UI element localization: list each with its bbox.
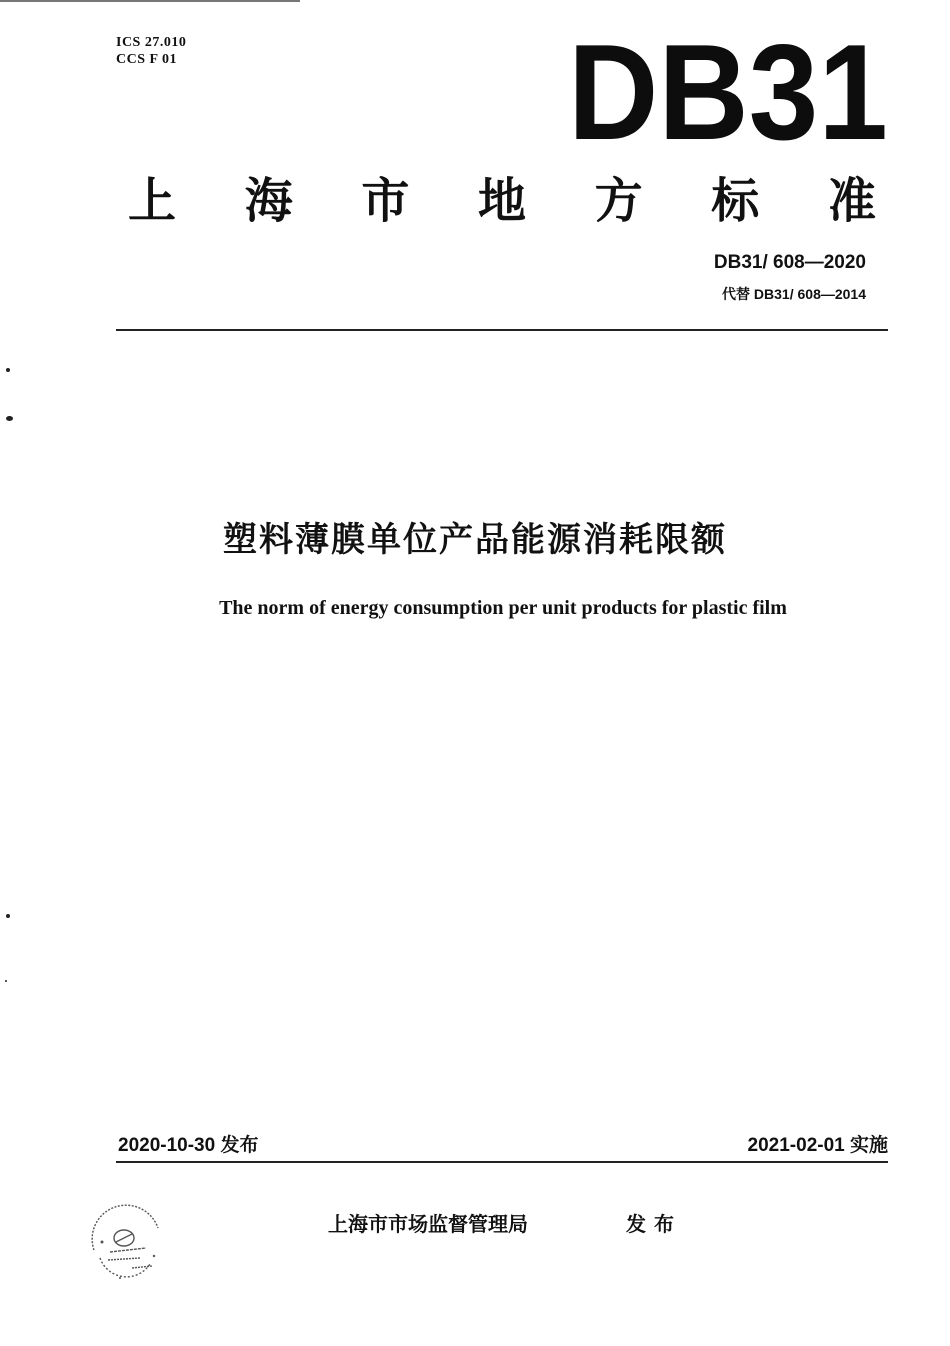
publish-date: 2020-10-30 发布 bbox=[118, 1135, 259, 1156]
stamp-graphic bbox=[80, 1198, 172, 1290]
header-divider bbox=[116, 329, 888, 331]
standard-type-char: 标 bbox=[711, 173, 760, 229]
standard-type-heading bbox=[128, 174, 876, 228]
standard-number: DB31/ 608—2020 bbox=[713, 252, 866, 273]
document-stamp bbox=[80, 1198, 172, 1290]
issuer-name: 上海市市场监督管理局 bbox=[328, 1212, 528, 1236]
issued-label: 发布 bbox=[626, 1212, 682, 1236]
document-title-cn: 塑料薄膜单位产品能源消耗限额 bbox=[223, 520, 727, 560]
ics-code: ICS 27.010 bbox=[116, 35, 187, 50]
scan-speck bbox=[6, 914, 10, 918]
document-title-en: The norm of energy consumption per unit products for plastic film bbox=[219, 597, 787, 619]
standard-type-char: 方 bbox=[594, 173, 643, 229]
scan-speck bbox=[6, 368, 10, 372]
scan-speck bbox=[6, 416, 13, 421]
standard-type-char: 市 bbox=[361, 173, 410, 229]
replaces-standard: 代替 DB31/ 608—2014 bbox=[722, 286, 866, 302]
standard-type-char: 准 bbox=[827, 173, 876, 229]
standard-type-char: 上 bbox=[128, 173, 177, 229]
standard-type-char: 海 bbox=[244, 173, 293, 229]
classification-codes bbox=[116, 34, 186, 68]
implement-date: 2021-02-01 实施 bbox=[747, 1135, 888, 1156]
standard-type-char: 地 bbox=[477, 173, 526, 229]
footer-divider bbox=[116, 1161, 888, 1163]
db31-logo: DB31 bbox=[568, 16, 888, 168]
ccs-code: CCS F 01 bbox=[116, 52, 178, 67]
scan-speck bbox=[5, 980, 7, 982]
top-edge-rule bbox=[0, 0, 300, 2]
